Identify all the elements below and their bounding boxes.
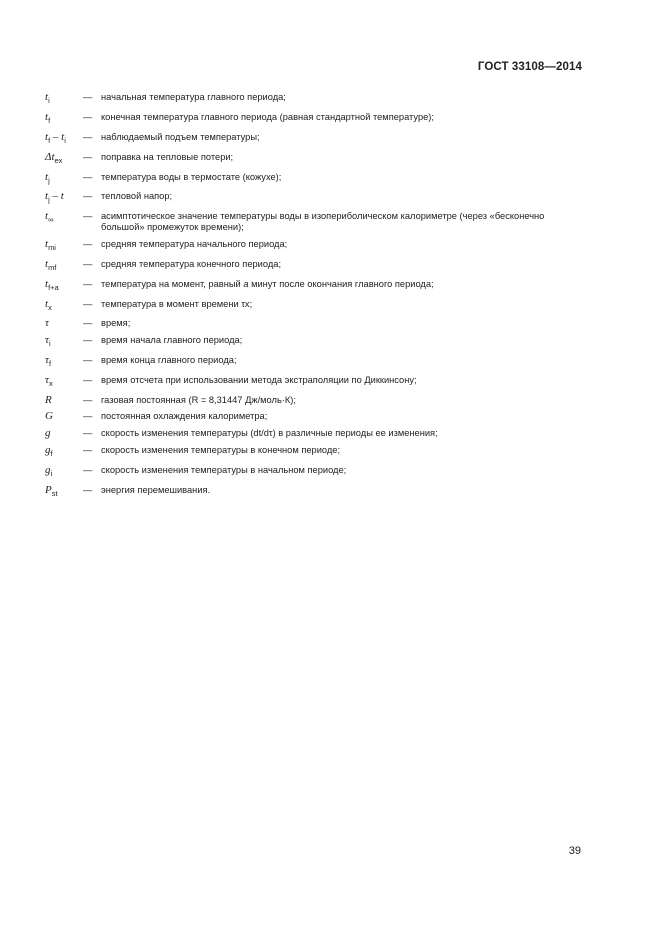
definition-symbol [45, 239, 83, 253]
definition-dash: — [83, 484, 93, 495]
definition-dash: — [83, 191, 93, 202]
definition-row [45, 395, 585, 406]
definition-symbol [45, 335, 83, 349]
definition-symbol [45, 132, 83, 146]
definition-text: время отсчета при использовании метода экстраполяции по Диккинсону; [101, 374, 417, 385]
definition-row [45, 485, 585, 499]
symbol-base: t [45, 190, 49, 203]
definition-dash: — [83, 151, 93, 162]
definition-dash: — [83, 355, 93, 365]
symbol-subscript: f [48, 135, 51, 145]
symbol-subscript: i [48, 339, 51, 349]
symbol-base: t [45, 170, 49, 183]
page-number: 39 [568, 845, 581, 857]
definition-row [45, 318, 585, 329]
definition-text: скорость изменения температуры в конечном периоде; [101, 444, 341, 455]
definition-row [45, 411, 585, 422]
symbol-base: R [45, 393, 52, 406]
definition-symbol [45, 428, 83, 439]
definition-text: поправка на тепловые потери; [101, 151, 234, 162]
symbol-subscript: f [48, 116, 51, 126]
symbol-base: Δt [45, 150, 55, 163]
definition-dash: — [83, 111, 93, 122]
symbol-base: P [45, 483, 52, 496]
symbol-base: τ [45, 373, 49, 386]
definition-row [45, 355, 585, 369]
definition-text: тепловой напор; [101, 191, 173, 202]
definition-dash: — [83, 374, 93, 385]
symbol-subscript: i [48, 96, 50, 106]
definition-dash: — [83, 428, 93, 439]
definition-dash: — [83, 464, 93, 475]
symbol-base: t [45, 297, 49, 310]
symbol-base: t [45, 237, 49, 250]
definition-text: температура воды в термостате (кожухе); [101, 171, 282, 182]
definition-symbol [45, 259, 83, 273]
definition-dash: — [83, 335, 93, 346]
definition-dash: — [83, 131, 93, 142]
definition-symbol [45, 279, 83, 293]
definition-symbol [45, 485, 83, 499]
definition-symbol [45, 191, 83, 205]
document-number: ГОСТ 33108—2014 [477, 61, 582, 73]
definition-row [45, 465, 585, 479]
symbol-subscript: j [48, 195, 50, 205]
definition-dash: — [83, 444, 93, 455]
definition-row [45, 299, 585, 313]
definition-dash: — [83, 394, 93, 405]
definition-symbol [45, 211, 83, 233]
definition-row [45, 445, 585, 459]
definition-dash: — [83, 411, 93, 422]
symbol-base: G [45, 410, 53, 423]
definition-text: энергия перемешивания. [101, 484, 211, 495]
definition-text [101, 279, 585, 293]
symbol-base: g [45, 427, 51, 440]
definition-text: газовая постоянная (R = 8,31447 Дж/моль·К); [101, 394, 296, 405]
symbol-base: t [45, 91, 49, 103]
definition-text: время начала главного периода; [101, 335, 243, 346]
symbol-subscript: x [48, 379, 53, 389]
definition-text: время конца главного периода; [101, 355, 237, 365]
definition-row [45, 92, 585, 106]
symbol-base: t [45, 110, 49, 123]
symbol-subscript: ex [54, 155, 63, 165]
definition-symbol [45, 375, 83, 389]
definition-symbol [45, 318, 83, 329]
symbol-subscript: f [50, 449, 53, 458]
symbol-subscript: x [48, 302, 52, 312]
definition-dash: — [83, 238, 93, 249]
definition-row [45, 112, 585, 126]
definition-dash: — [83, 278, 93, 289]
definition-text: время; [101, 318, 131, 329]
symbol-subscript: ∞ [48, 215, 54, 225]
definition-row [45, 335, 585, 349]
symbol-base: g [45, 463, 51, 476]
definition-text-part: температура на момент, равный [101, 278, 244, 289]
symbol-subscript: mf [48, 263, 57, 272]
definition-dash: — [83, 171, 93, 182]
symbol-subscript: mi [48, 243, 56, 253]
symbol-definitions-list [45, 92, 585, 504]
definition-dash: — [83, 298, 93, 309]
definition-symbol [45, 92, 83, 106]
definition-dash: — [83, 318, 93, 329]
definition-text: скорость изменения температуры (dt/dτ) в различные периоды ее изменения; [101, 428, 438, 439]
symbol-base: t [45, 210, 49, 223]
symbol-base: t [45, 257, 49, 270]
definition-row [45, 191, 585, 205]
definition-symbol [45, 172, 83, 186]
symbol-subscript: j [48, 175, 50, 185]
symbol-base: g [45, 443, 51, 456]
definition-row [45, 279, 585, 293]
symbol-base: t [45, 130, 49, 143]
symbol-base-second: – t [50, 130, 65, 143]
symbol-subscript: st [51, 488, 58, 498]
definition-text: асимптотическое значение температуры воды в изопериболическом калориметре (через «бесконечно большой» промежуток времени); [101, 211, 545, 233]
definition-symbol [45, 152, 83, 166]
symbol-subscript: f+a [48, 282, 59, 292]
definition-row [45, 211, 585, 233]
definition-text: наблюдаемый подъем температуры; [101, 131, 260, 142]
definition-dash: — [83, 211, 93, 222]
symbol-base: τ [45, 317, 49, 330]
definition-text: средняя температура конечного периода; [101, 258, 282, 269]
symbol-subscript: f [48, 359, 52, 369]
symbol-base: t [45, 277, 49, 290]
definition-dash: — [83, 258, 93, 269]
definition-row [45, 428, 585, 439]
definition-symbol [45, 299, 83, 313]
definition-text: средняя температура начального периода; [101, 238, 288, 249]
symbol-base: τ [45, 334, 49, 347]
definition-text: начальная температура главного периода; [101, 92, 286, 102]
definition-text-part: минут после окончания главного периода; [248, 278, 434, 289]
definition-row [45, 152, 585, 166]
definition-dash: — [83, 92, 93, 102]
definition-symbol [45, 465, 83, 479]
definition-symbol [45, 445, 83, 459]
definition-row [45, 259, 585, 273]
definition-text: скорость изменения температуры в начальном периоде; [101, 464, 347, 475]
definition-symbol [45, 411, 83, 422]
definition-symbol [45, 355, 83, 369]
definition-text: конечная температура главного периода (равная стандартной температуре); [101, 111, 434, 122]
definition-row [45, 375, 585, 389]
symbol-base: τ [45, 354, 49, 366]
definition-row [45, 239, 585, 253]
definition-row [45, 132, 585, 146]
definition-text: температура в момент времени τx; [101, 298, 253, 309]
symbol-subscript: i [50, 468, 53, 478]
definition-symbol [45, 112, 83, 126]
definition-row [45, 172, 585, 186]
symbol-base-second: – t [49, 190, 64, 203]
definition-symbol [45, 395, 83, 406]
definition-text: постоянная охлаждения калориметра; [101, 411, 268, 422]
definition-text-part: a [243, 278, 249, 289]
symbol-subscript-second: i [64, 135, 66, 145]
